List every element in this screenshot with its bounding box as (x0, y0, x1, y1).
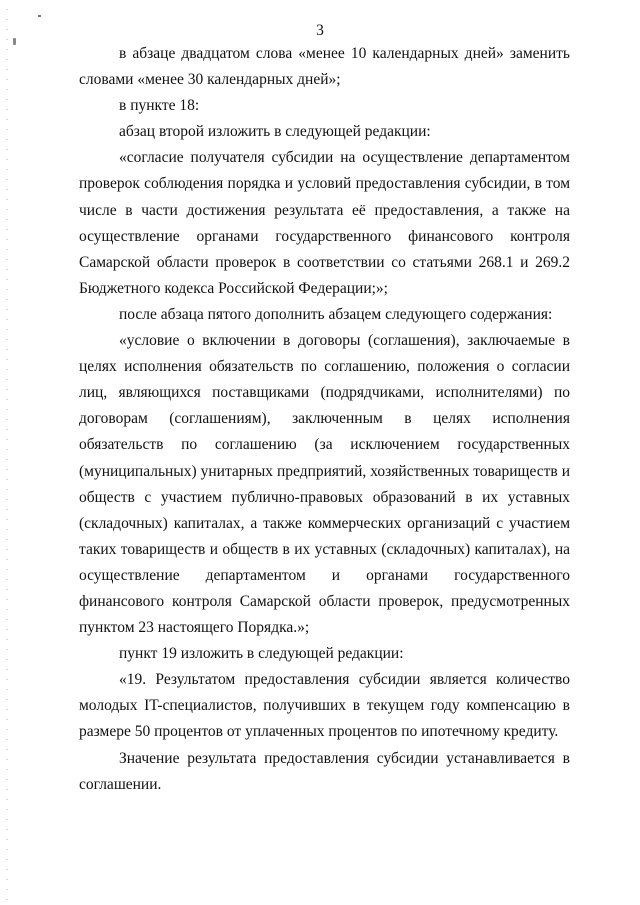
paragraph-abzac-20: в абзаце двадцатом слова «менее 10 календарных дней» заменить словами «менее 30 календарных дней»; (79, 45, 570, 89)
paragraph-soglasie: «согласие получателя субсидии на осуществление департаментом проверок соблюдения порядка и условий предоставления субсидии, в том числе в части достижения результата её предоставления, а также на осуществление органами государственного финансового контроля Самарской области проверок в соответствии со статьями 268.1 и 269.2 Бюджетного кодекса Российской Федерации;»; (79, 149, 570, 297)
paragraph-uslovie: «условие о включении в договоры (соглашения), заключаемые в целях исполнения обязательств по соглашению, положения о согласии лиц, являющихся поставщиками (подрядчиками, исполнителями) по договорам (соглашениям), заключенным в целях исполнения обязательств по соглашению (за исключением государственных (муниципальных) унитарных предприятий, хозяйственных товариществ и обществ с участием публично-правовых образований в их уставных (складочных) капиталах, а также коммерческих организаций с участием таких товариществ и обществ в их уставных (складочных) капиталах), на осуществление департаментом и органами государственного финансового контроля Самарской области проверок, предусмотренных пунктом 23 настоящего Порядка.»; (79, 332, 570, 637)
scan-mark (38, 15, 41, 17)
document-body (79, 41, 570, 798)
scan-edge-artifact (6, 0, 8, 905)
page-number: 3 (316, 22, 324, 39)
paragraph-znachenie: Значение результата предоставления субсидии устанавливается в соглашении. (79, 749, 570, 793)
paragraph-punkt-18: в пункте 18: (119, 97, 200, 115)
paragraph-posle-abzaca: после абзаца пятого дополнить абзацем следующего содержания: (119, 305, 553, 323)
paragraph-punkt-19: пункт 19 изложить в следующей редакции: (119, 645, 404, 663)
paragraph-rezultat: «19. Результатом предоставления субсидии является количество молодых IT-специалистов, получивших в текущем году компенсацию в размере 50 процентов от уплаченных процентов по ипотечному кредиту. (79, 671, 570, 741)
paragraph-abzac-vtoroy: абзац второй изложить в следующей редакции: (119, 123, 431, 141)
